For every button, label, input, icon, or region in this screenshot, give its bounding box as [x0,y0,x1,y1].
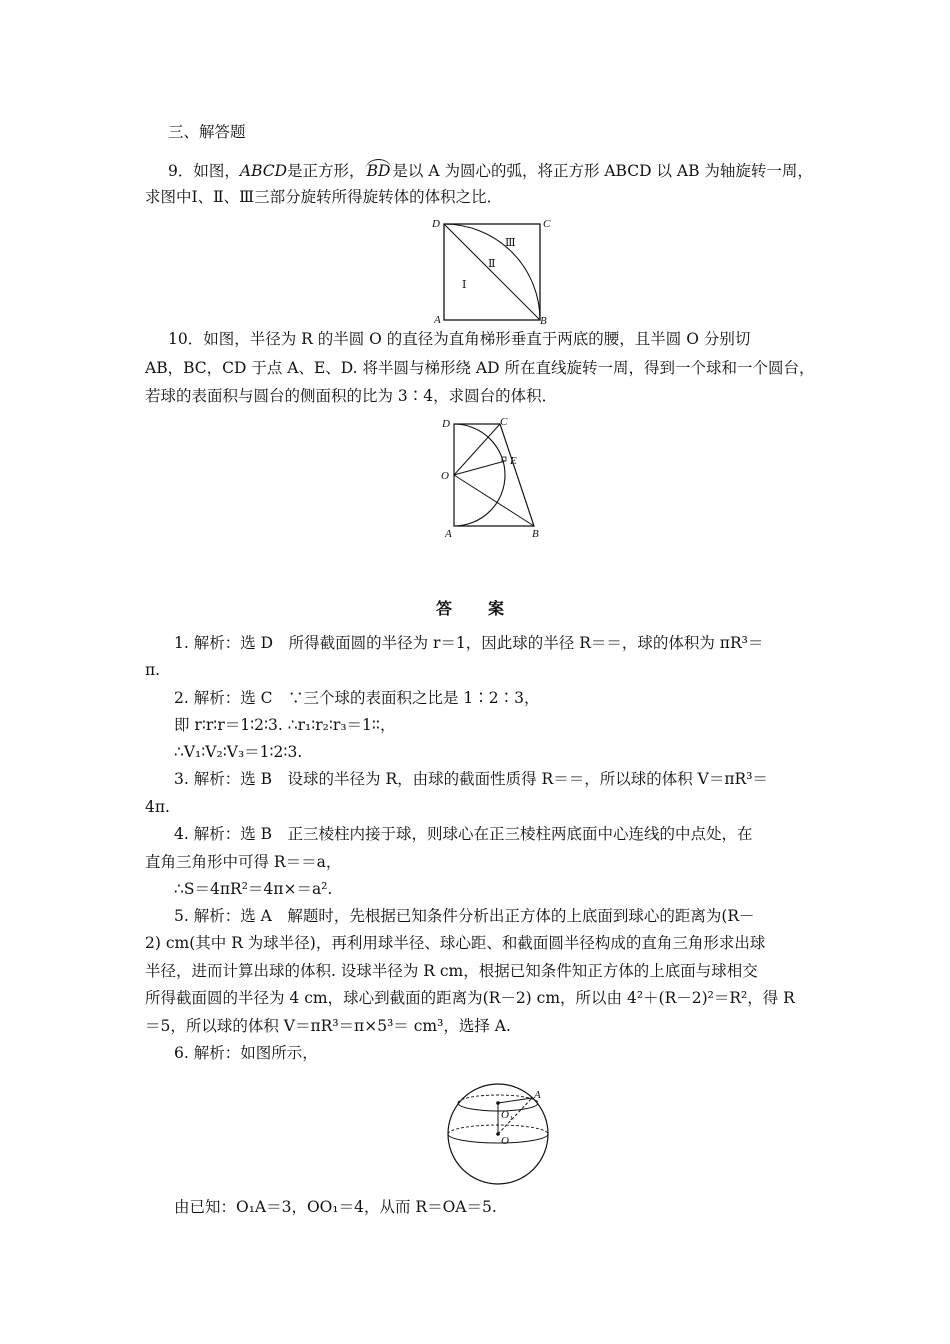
answer-3-line-2: 4π. [145,798,170,816]
label-o: O [501,1135,509,1147]
answer-4-line-1: 4. 解析：选 B 正三棱柱内接于球，则球心在正三棱柱两底面中心连线的中点处，在 [174,825,753,843]
label-d: D [432,218,440,230]
label-c: C [500,416,508,428]
trapezoid [454,424,534,526]
point-o1 [496,1101,500,1105]
q10-line-3: 若球的表面积与圆台的侧面积的比为 3∶4，求圆台的体积． [145,387,558,405]
label-a: A [434,314,441,326]
q9-line-2: 求图中Ⅰ、Ⅱ、Ⅲ三部分旋转所得旋转体的体积之比． [145,188,503,206]
label-a: A [445,528,452,540]
answer-5-line-5: ＝5，所以球的体积 V＝πR³＝π×5³＝ cm³，选择 A. [145,1017,511,1035]
answer-5-line-1: 5. 解析：选 A 解题时，先根据已知条件分析出正方体的上底面到球心的距离为(R－ [174,907,755,925]
label-o: O [441,470,449,482]
semicircle [454,424,505,526]
label-b: B [540,315,547,327]
q9-line-1 [168,159,813,182]
q10-line-2: AB，BC，CD 于点 A、E、D. 将半圆与梯形绕 AD 所在直线旋转一周，得到一个球和一个圆台， [145,359,815,377]
label-b: B [532,528,539,540]
label-o1: O₁ [501,1109,513,1121]
answer-5-line-3: 半径，进而计算出球的体积. 设球半径为 R cm，根据已知条件知正方体的上底面与球相交 [145,962,758,980]
line-ob [454,475,534,526]
q9-line-1a: 9．如图， [168,162,240,180]
answer-1-line-1: 1. 解析：选 D 所得截面圆的半径为 r＝1，因此球的半径 R＝＝，球的体积为 πR³＝ [174,634,764,652]
point-o [496,1132,500,1136]
q9-line-1c: 是正方形， [287,162,365,180]
answer-6-line-2: 由已知：O₁A＝3，OO₁＝4，从而 R＝OA＝5. [174,1198,497,1216]
answer-5-line-4: 所得截面圆的半径为 4 cm，球心到截面的距离为(R－2) cm，所以由 4²＋(R－2)²＝R²，得 R [145,989,795,1007]
label-c: C [543,218,551,230]
line-oc [454,424,500,475]
q9-figure [432,214,552,327]
q9-line-1b: ABCD [239,162,288,180]
region-2: Ⅱ [488,258,496,270]
answers-title: 答 案 [435,599,514,618]
section-title: 三、解答题 [168,123,246,141]
q10-figure [440,414,560,539]
line-oe [454,461,505,475]
answer-4-line-3: ∴S＝4πR²＝4π×＝a². [174,880,333,898]
sphere-figure [432,1076,562,1186]
arc-bd: BD [365,159,393,182]
label-d: D [442,418,450,430]
answer-2-line-2: 即 r∶r∶r＝1∶2∶3. ∴r₁∶r₂∶r₃＝1∶∶， [174,716,396,734]
label-e: E [510,455,517,467]
answer-1-line-2: π. [145,661,161,679]
segment-o1a [498,1098,532,1103]
region-1: Ⅰ [462,279,467,291]
answer-4-line-2: 直角三角形中可得 R＝＝a， [145,853,342,871]
region-3: Ⅲ [505,237,516,249]
q10-line-1: 10．如图，半径为 R 的半圆 O 的直径为直角梯形垂直于两底的腰，且半圆 O 分别切 [168,330,751,348]
answer-2-line-1: 2. 解析：选 C ∵三个球的表面积之比是 1∶2∶3， [174,689,540,707]
q9-line-1d: 是以 A 为圆心的弧，将正方形 ABCD 以 AB 为轴旋转一周， [392,162,813,180]
diagonal-db [444,224,540,320]
answer-6-line-1: 6. 解析：如图所示， [174,1044,318,1062]
label-a: A [534,1089,541,1101]
answer-2-line-3: ∴V₁∶V₂∶V₃＝1∶2∶3. [174,743,303,761]
answer-5-line-2: 2) cm(其中 R 为球半径)，再利用球半径、球心距、和截面圆半径构成的直角三角形求出球 [145,934,766,952]
answer-3-line-1: 3. 解析：选 B 设球的半径为 R，由球的截面性质得 R＝＝，所以球的体积 V＝πR³＝ [174,770,768,788]
